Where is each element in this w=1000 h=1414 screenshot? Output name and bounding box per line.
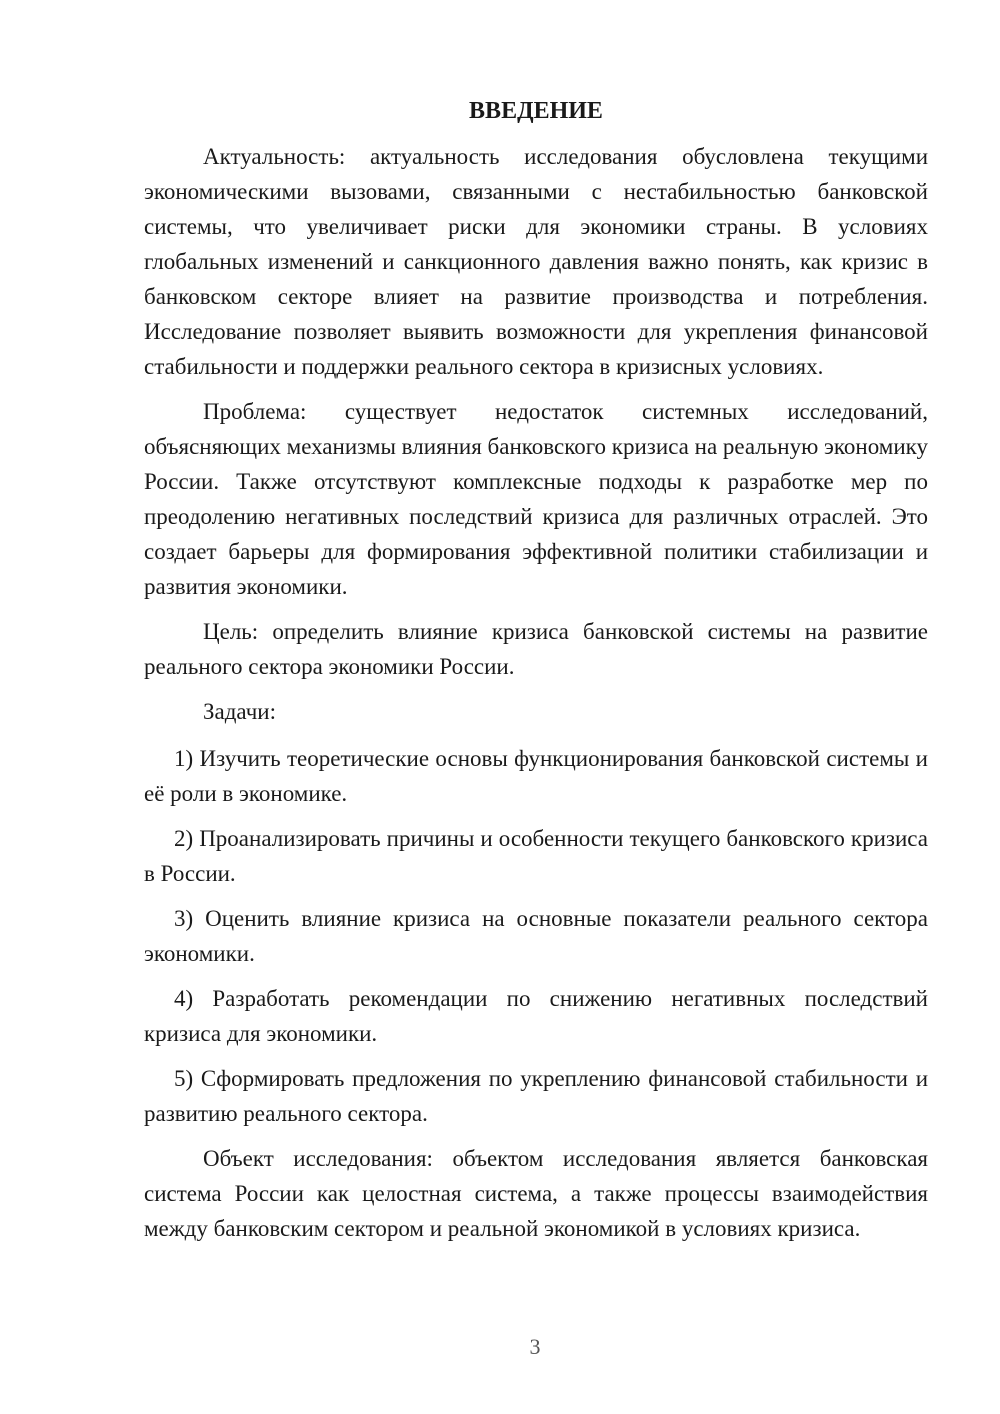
paragraph-relevance: Актуальность: актуальность исследования обусловлена текущими экономическими вызовами, связанными с нестабильностью банковской системы, что увеличивает риски для экономики страны. В условиях глобальных изменений и санкционного давления важно понять, как кризис в банковском секторе влияет на развитие производства и потребления. Исследование позволяет выявить возможности для укрепления финансовой стабильности и поддержки реального сектора в кризисных условиях. (144, 144, 928, 379)
task-item: 1) Изучить теоретические основы функционирования банковской системы и её роли в экономике. (144, 746, 928, 806)
tasks-heading: Задачи: (203, 699, 276, 724)
page-number: 3 (529, 1334, 541, 1359)
page-title: ВВЕДЕНИЕ (469, 98, 603, 124)
paragraph-problem: Проблема: существует недостаток системных исследований, объясняющих механизмы влияния банковского кризиса на реальную экономику России. Также отсутствуют комплексные подходы к разработке мер по преодолению негативных последствий кризиса для различных отраслей. Это создает барьеры для формирования эффективной политики стабилизации и развития экономики. (144, 399, 928, 599)
page-content (144, 94, 928, 1256)
task-item: 2) Проанализировать причины и особенности текущего банковского кризиса в России. (144, 826, 928, 886)
task-item: 3) Оценить влияние кризиса на основные показатели реального сектора экономики. (144, 906, 928, 966)
paragraph-object: Объект исследования: объектом исследования является банковская система России как целостная система, а также процессы взаимодействия между банковским сектором и реальной экономикой в условиях кризиса. (144, 1146, 928, 1241)
paragraph-goal: Цель: определить влияние кризиса банковской системы на развитие реального сектора экономики России. (144, 619, 928, 679)
task-item: 4) Разработать рекомендации по снижению негативных последствий кризиса для экономики. (144, 986, 928, 1046)
task-item: 5) Сформировать предложения по укреплению финансовой стабильности и развитию реального сектора. (144, 1066, 928, 1126)
tasks-list (144, 741, 928, 1131)
